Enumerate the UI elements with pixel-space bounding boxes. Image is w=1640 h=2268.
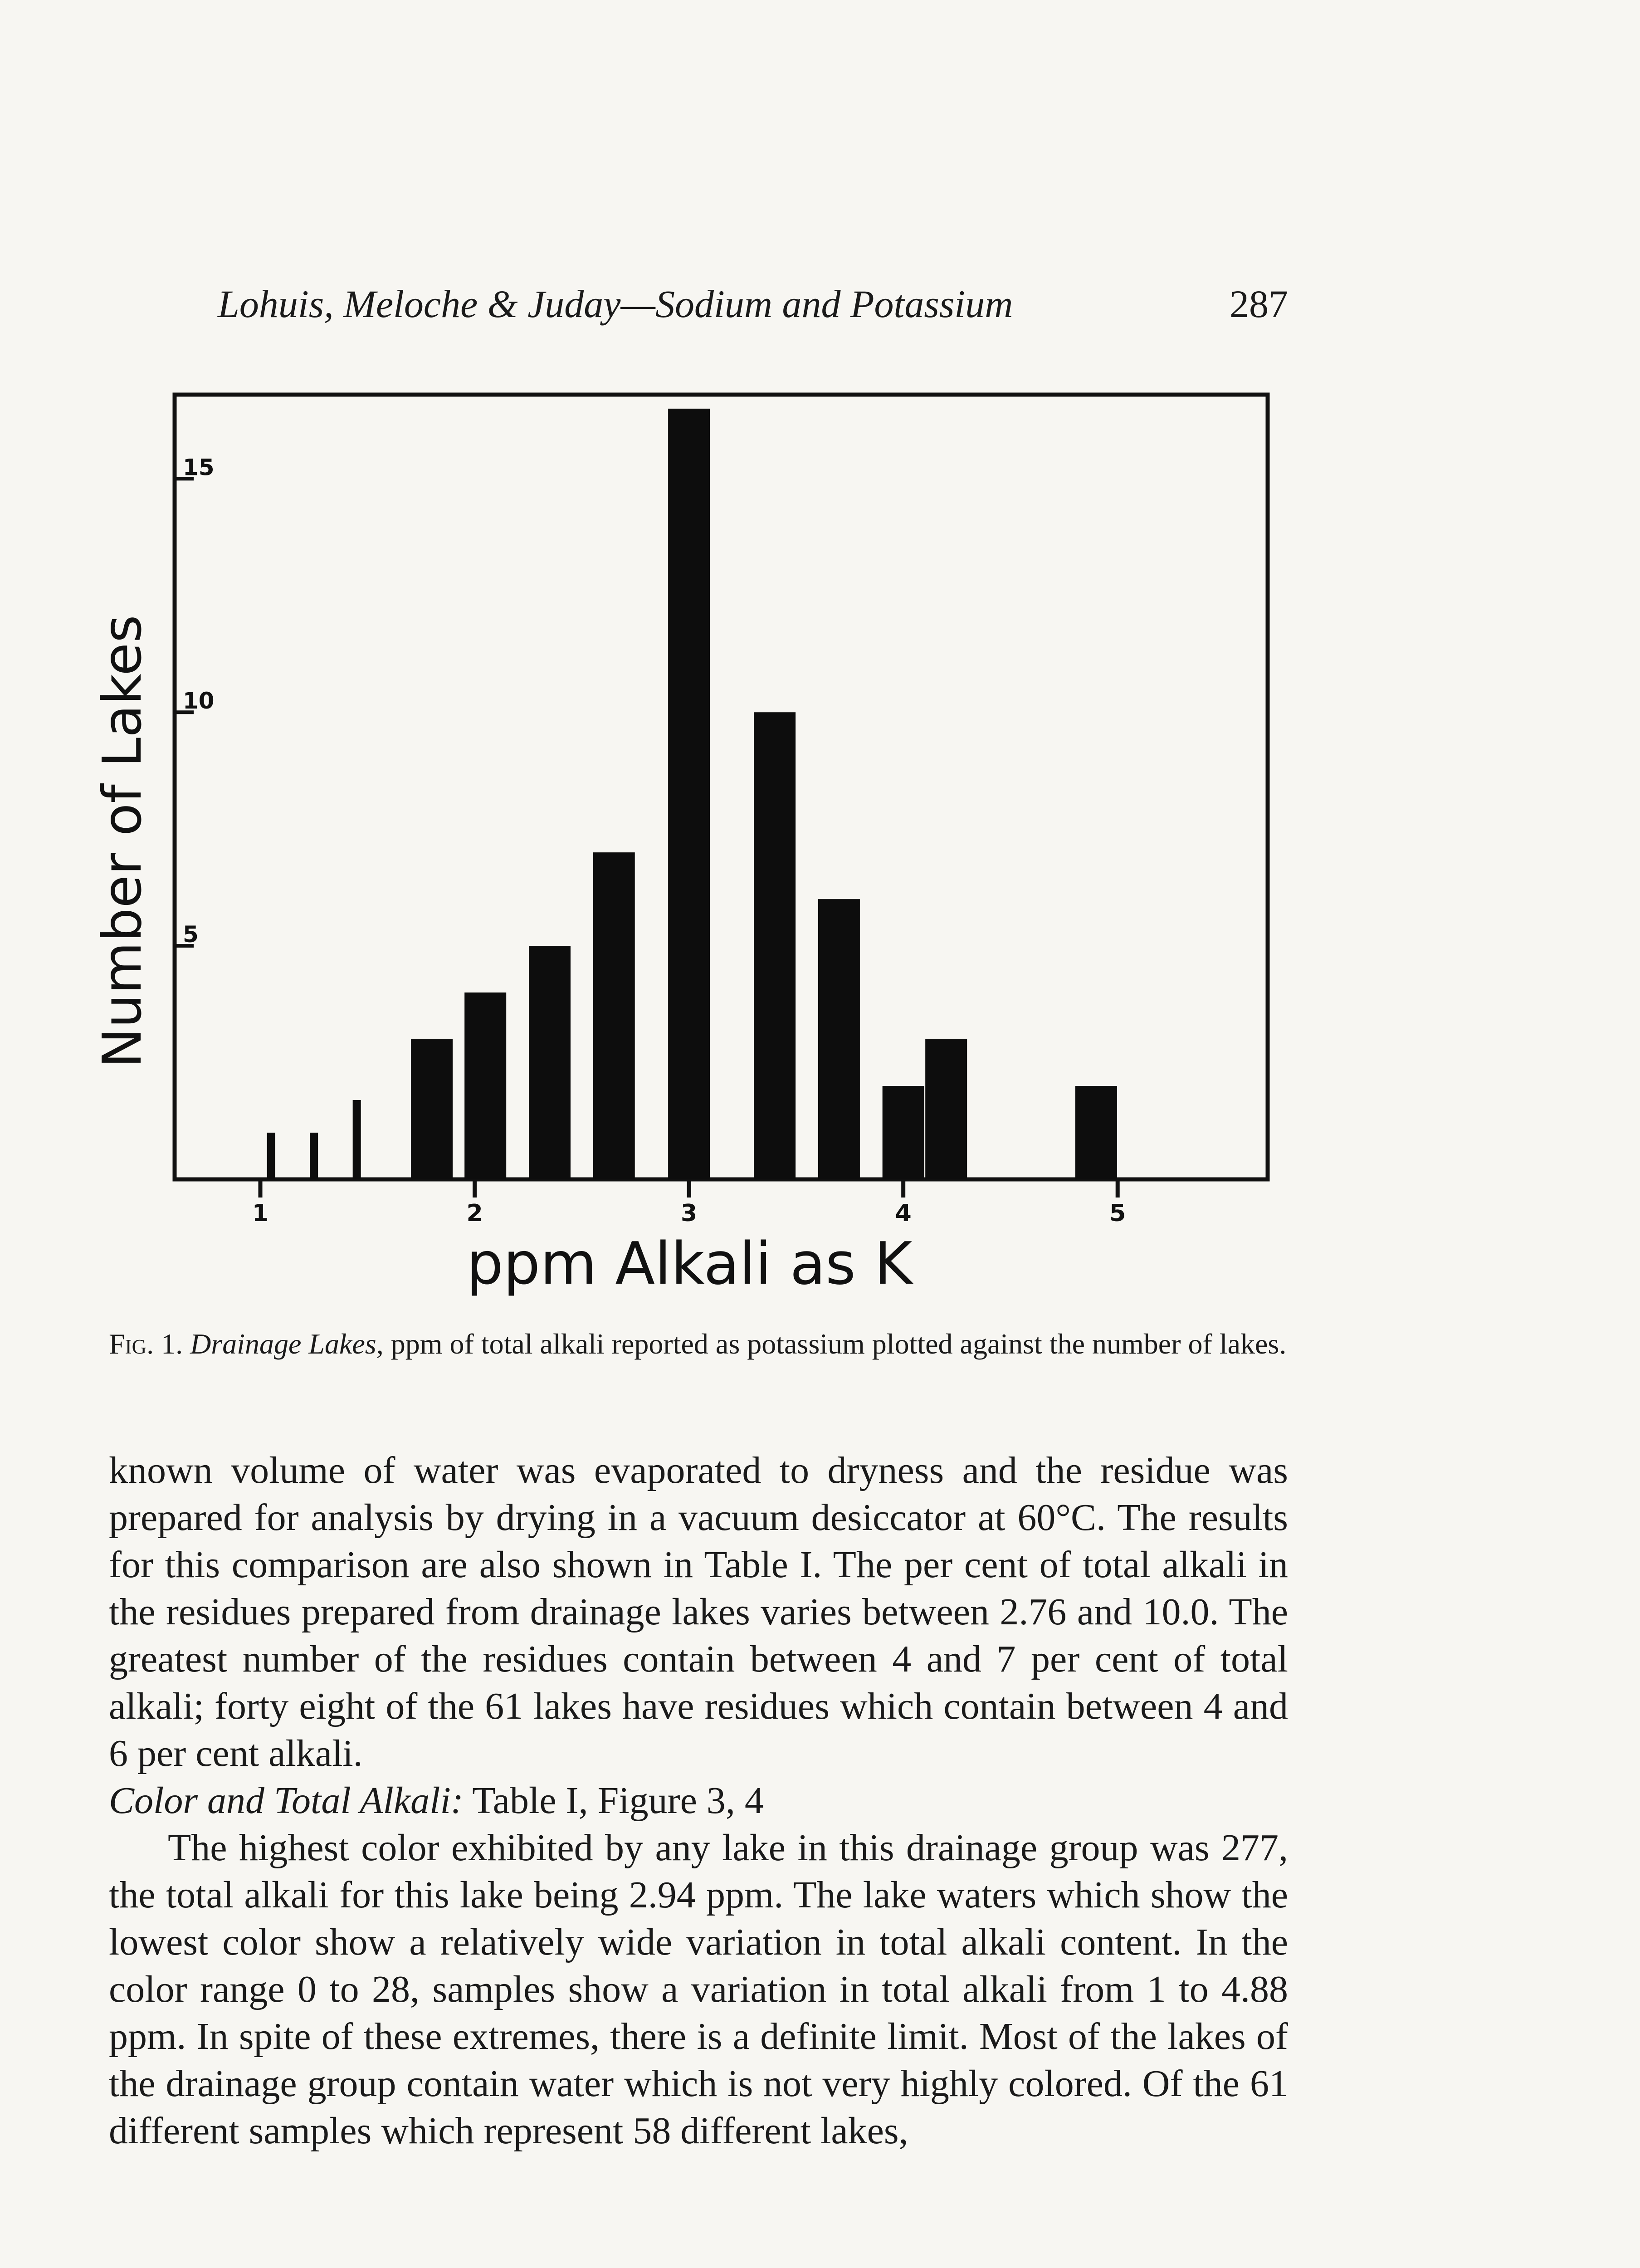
bar — [818, 899, 860, 1179]
caption-italic: Drainage Lakes, — [190, 1328, 384, 1360]
bar — [1075, 1086, 1117, 1179]
x-tick-label: 5 — [1109, 1200, 1126, 1227]
x-tick-label: 3 — [681, 1200, 698, 1227]
y-tick-label: 10 — [183, 688, 215, 714]
paragraph-2: The highest color exhibited by any lake in this drainage group was 277, the total alkali for this lake being 2.94 ppm. The lake waters which show the lowest color show a relatively wide variation in total alkali content. In the color range 0 to 28, samples show a variation in total alkali from 1 to 4.88 ppm. In spite of these extremes, there is a definite limit. Most of the lakes of the drainage group contain water which is not very highly colored. Of the 61 different samples which represent 58 different lakes, — [109, 1827, 1288, 2152]
figure-caption — [109, 1322, 1288, 1366]
section-heading-italic: Color and Total Alkali: — [109, 1779, 464, 1822]
y-axis-label: Number of Lakes — [91, 615, 153, 1068]
x-axis-label: ppm Alkali as K — [466, 1230, 913, 1298]
bar — [593, 852, 635, 1179]
bar — [464, 992, 506, 1179]
plot-frame — [175, 395, 1268, 1179]
running-head — [218, 277, 1288, 331]
figure-1 — [91, 381, 1288, 1306]
paragraph-1: known volume of water was evaporated to dryness and the residue was prepared for analysis by drying in a vacuum desiccator at 60°C. The results for this comparison are also shown in Table I. The per cent of total alkali in the residues prepared from drainage lakes varies between 2.76 and 10.0. The greatest number of the residues contain between 4 and 7 per cent of total alkali; forty eight of the 61 lakes have residues which contain between 4 and 6 per cent alkali. — [109, 1449, 1288, 1774]
bar — [411, 1039, 453, 1179]
body-text — [109, 1447, 1288, 2155]
bar — [883, 1086, 924, 1179]
y-tick-label: 5 — [183, 921, 199, 948]
bar — [529, 946, 571, 1179]
page-number: 287 — [1230, 282, 1288, 326]
x-tick-label: 4 — [895, 1200, 912, 1227]
bar-chart — [91, 381, 1288, 1306]
section-heading — [109, 1777, 1288, 1824]
y-tick-label: 15 — [183, 454, 215, 481]
bar — [925, 1039, 967, 1179]
x-tick-label: 2 — [466, 1200, 483, 1227]
bar — [353, 1100, 361, 1179]
x-tick-label: 1 — [252, 1200, 269, 1227]
caption-text: ppm of total alkali reported as potassium plotted against the number of lakes. — [390, 1328, 1287, 1360]
bar — [668, 409, 710, 1179]
running-head-title: Lohuis, Meloche & Juday—Sodium and Potassium — [218, 282, 1013, 326]
section-heading-rest: Table I, Figure 3, 4 — [463, 1779, 764, 1822]
bar — [310, 1133, 318, 1179]
bar — [754, 712, 796, 1179]
caption-label: Fig. 1. — [109, 1328, 183, 1360]
bar — [267, 1133, 275, 1179]
